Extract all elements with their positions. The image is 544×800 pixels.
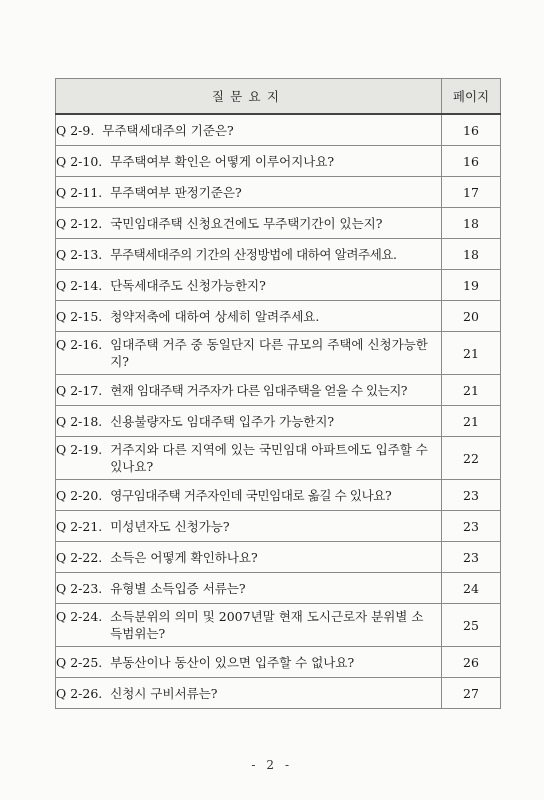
page-number: 23 <box>442 480 501 511</box>
question-code: Q 2-19. <box>56 442 103 457</box>
table-row <box>56 437 501 480</box>
page-number: 22 <box>442 437 501 480</box>
question-text: 소득은 어떻게 확인하나요? <box>110 549 258 565</box>
question-code: Q 2-25. <box>56 654 103 670</box>
page-number: 23 <box>442 542 501 573</box>
question-text: 미성년자도 신청가능? <box>110 518 230 534</box>
question-text: 국민임대주택 신청요건에도 무주택기간이 있는지? <box>110 215 383 231</box>
page-number: 23 <box>442 511 501 542</box>
question-text: 현재 임대주택 거주자가 다른 임대주택을 얻을 수 있는지? <box>110 382 407 398</box>
page-number: 21 <box>442 375 501 406</box>
table-row <box>56 604 501 647</box>
page-number: 18 <box>442 239 501 270</box>
table-row <box>56 678 501 709</box>
question-code: Q 2-23. <box>56 580 103 596</box>
table-row <box>56 573 501 604</box>
table-row <box>56 375 501 406</box>
question-code: Q 2-20. <box>56 487 103 503</box>
table-row <box>56 114 501 146</box>
question-code: Q 2-13. <box>56 246 103 262</box>
question-text: 영구임대주택 거주자인데 국민임대로 옮길 수 있나요? <box>110 487 392 503</box>
question-code: Q 2-14. <box>56 277 103 293</box>
question-code: Q 2-9. <box>56 122 95 138</box>
page-number: 19 <box>442 270 501 301</box>
page-number: 21 <box>442 332 501 375</box>
table-row <box>56 406 501 437</box>
question-text: 무주택여부 확인은 어떻게 이루어지나요? <box>110 153 335 169</box>
question-code: Q 2-10. <box>56 153 103 169</box>
table-row <box>56 542 501 573</box>
header-question: 질문요지 <box>56 79 442 115</box>
question-text: 부동산이나 동산이 있으면 입주할 수 없나요? <box>110 654 355 670</box>
page-number: 18 <box>442 208 501 239</box>
question-index-table <box>55 78 501 709</box>
header-page: 페이지 <box>442 79 501 115</box>
question-code: Q 2-26. <box>56 685 103 701</box>
question-code: Q 2-11. <box>56 184 103 200</box>
table-row <box>56 301 501 332</box>
question-text: 무주택세대주의 기준은? <box>102 122 234 138</box>
table-row <box>56 208 501 239</box>
table-row <box>56 239 501 270</box>
table-row <box>56 647 501 678</box>
page-number: 17 <box>442 177 501 208</box>
question-text: 신청시 구비서류는? <box>110 685 218 701</box>
page-number: 24 <box>442 573 501 604</box>
question-text: 소득분위의 의미 및 2007년말 현재 도시근로자 분위별 소득범위는? <box>110 609 424 641</box>
table-row <box>56 177 501 208</box>
page-number: 21 <box>442 406 501 437</box>
table-row <box>56 480 501 511</box>
question-code: Q 2-17. <box>56 382 103 398</box>
page-number: 16 <box>442 146 501 177</box>
footer-page-number: - 2 - <box>251 758 293 772</box>
page-number: 25 <box>442 604 501 647</box>
question-text: 무주택세대주의 기간의 산정방법에 대하여 알려주세요. <box>110 246 397 262</box>
page-number: 20 <box>442 301 501 332</box>
question-text: 단독세대주도 신청가능한지? <box>110 277 266 293</box>
table-row <box>56 146 501 177</box>
question-code: Q 2-15. <box>56 308 103 324</box>
question-text: 청약저축에 대하여 상세히 알려주세요. <box>110 308 320 324</box>
page-number: 26 <box>442 647 501 678</box>
question-text: 유형별 소득입증 서류는? <box>110 580 246 596</box>
table-row <box>56 270 501 301</box>
page-number: 27 <box>442 678 501 709</box>
question-code: Q 2-12. <box>56 215 103 231</box>
table-header-row <box>56 79 501 115</box>
page-number: 16 <box>442 114 501 146</box>
question-text: 거주지와 다른 지역에 있는 국민임대 아파트에도 입주할 수 있나요? <box>110 442 428 474</box>
table-row <box>56 332 501 375</box>
question-text: 임대주택 거주 중 동일단지 다른 규모의 주택에 신청가능한지? <box>110 337 428 369</box>
question-code: Q 2-21. <box>56 518 103 534</box>
table-row <box>56 511 501 542</box>
question-code: Q 2-16. <box>56 337 103 352</box>
question-text: 신용불량자도 임대주택 입주가 가능한지? <box>110 413 335 429</box>
question-code: Q 2-18. <box>56 413 103 429</box>
question-code: Q 2-24. <box>56 609 103 624</box>
question-code: Q 2-22. <box>56 549 103 565</box>
question-text: 무주택여부 판정기준은? <box>110 184 242 200</box>
